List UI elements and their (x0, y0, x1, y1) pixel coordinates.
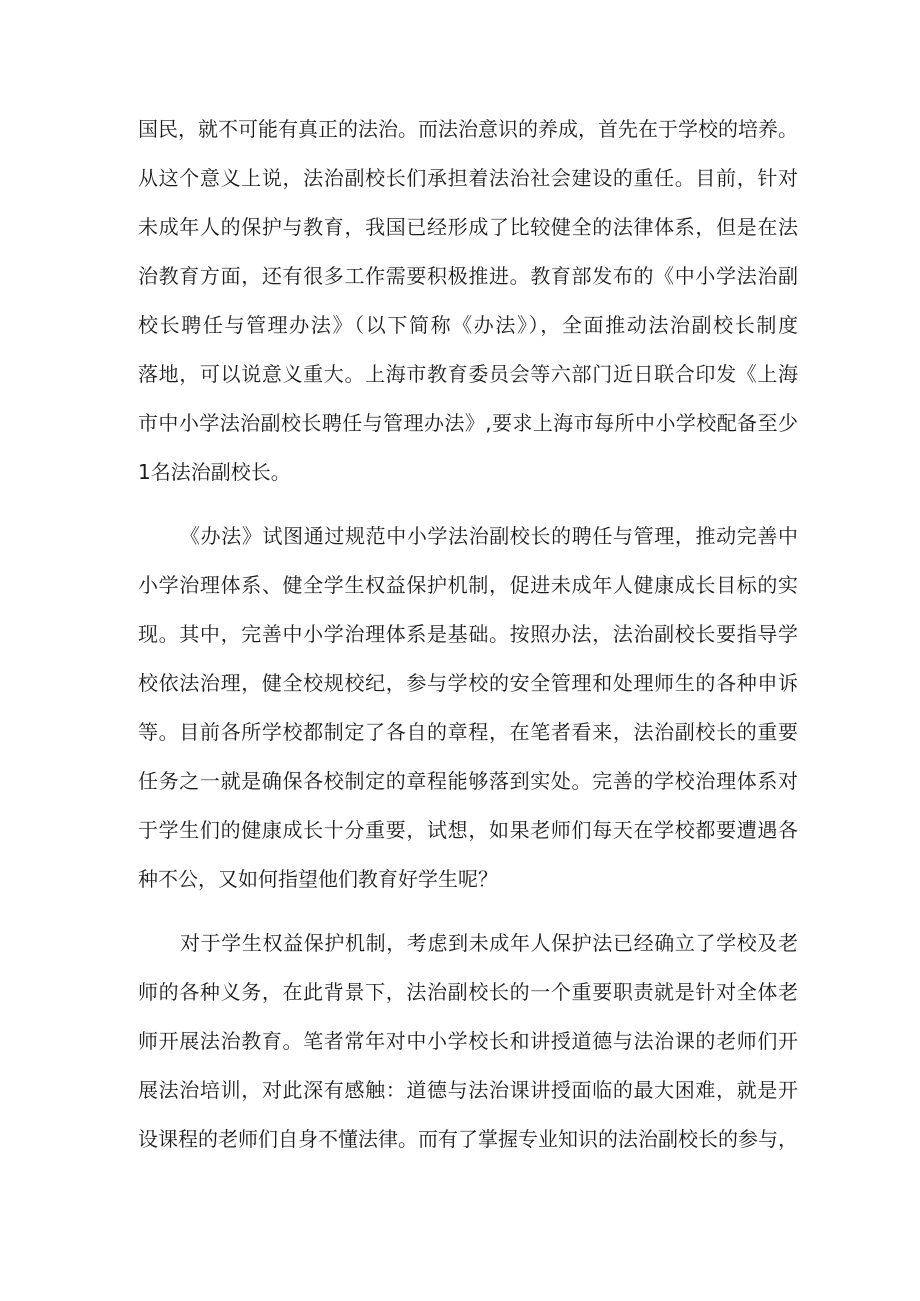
paragraph-3-line-4: 展法治培训，对此深有感触：道德与法治课讲授面临的最大困难，就是开 (138, 1078, 798, 1102)
paragraph-1-line-2: 从这个意义上说，法治副校长们承担着法治社会建设的重任。目前，针对 (138, 166, 798, 190)
paragraph-2-line-4: 校依法治理，健全校规校纪，参与学校的安全管理和处理师生的各种申诉 (138, 671, 798, 695)
paragraph-1-line-5: 校长聘任与管理办法》（以下简称《办法》），全面推动法治副校长制度 (138, 313, 798, 337)
paragraph-1-line-3: 未成年人的保护与教育，我国已经形成了比较健全的法律体系，但是在法 (138, 215, 798, 239)
paragraph-2-line-1: 《办法》试图通过规范中小学法治副校长的聘任与管理，推动完善中 (180, 524, 798, 548)
paragraph-1-line-6: 落地，可以说意义重大。上海市教育委员会等六部门近日联合印发《上海 (138, 362, 798, 386)
paragraph-3-line-3: 师开展法治教育。笔者常年对中小学校长和讲授道德与法治课的老师们开 (138, 1029, 798, 1053)
paragraph-3-line-5: 设课程的老师们自身不懂法律。而有了掌握专业知识的法治副校长的参与， (138, 1127, 798, 1151)
paragraph-1-line-1: 国民，就不可能有真正的法治。而法治意识的养成，首先在于学校的培养。 (138, 117, 798, 141)
paragraph-2-line-3: 现。其中，完善中小学治理体系是基础。按照办法，法治副校长要指导学 (138, 622, 798, 646)
paragraph-1-line-4: 治教育方面，还有很多工作需要积极推进。教育部发布的《中小学法治副 (138, 264, 798, 288)
paragraph-3-line-1: 对于学生权益保护机制，考虑到未成年人保护法已经确立了学校及老 (180, 931, 798, 955)
paragraph-3-line-2: 师的各种义务，在此背景下，法治副校长的一个重要职责就是针对全体老 (138, 980, 798, 1004)
paragraph-1-line-8: 1名法治副校长。 (138, 460, 291, 484)
paragraph-1-line-7: 市中小学法治副校长聘任与管理办法》,要求上海市每所中小学校配备至少 (138, 411, 798, 435)
paragraph-2-line-7: 于学生们的健康成长十分重要，试想，如果老师们每天在学校都要遭遇各 (138, 818, 798, 842)
paragraph-2-line-8: 种不公，又如何指望他们教育好学生呢？ (138, 867, 498, 891)
paragraph-2-line-6: 任务之一就是确保各校制定的章程能够落到实处。完善的学校治理体系对 (138, 769, 798, 793)
paragraph-2-line-2: 小学治理体系、健全学生权益保护机制，促进未成年人健康成长目标的实 (138, 573, 798, 597)
paragraph-2-line-5: 等。目前各所学校都制定了各自的章程，在笔者看来，法治副校长的重要 (138, 720, 798, 744)
